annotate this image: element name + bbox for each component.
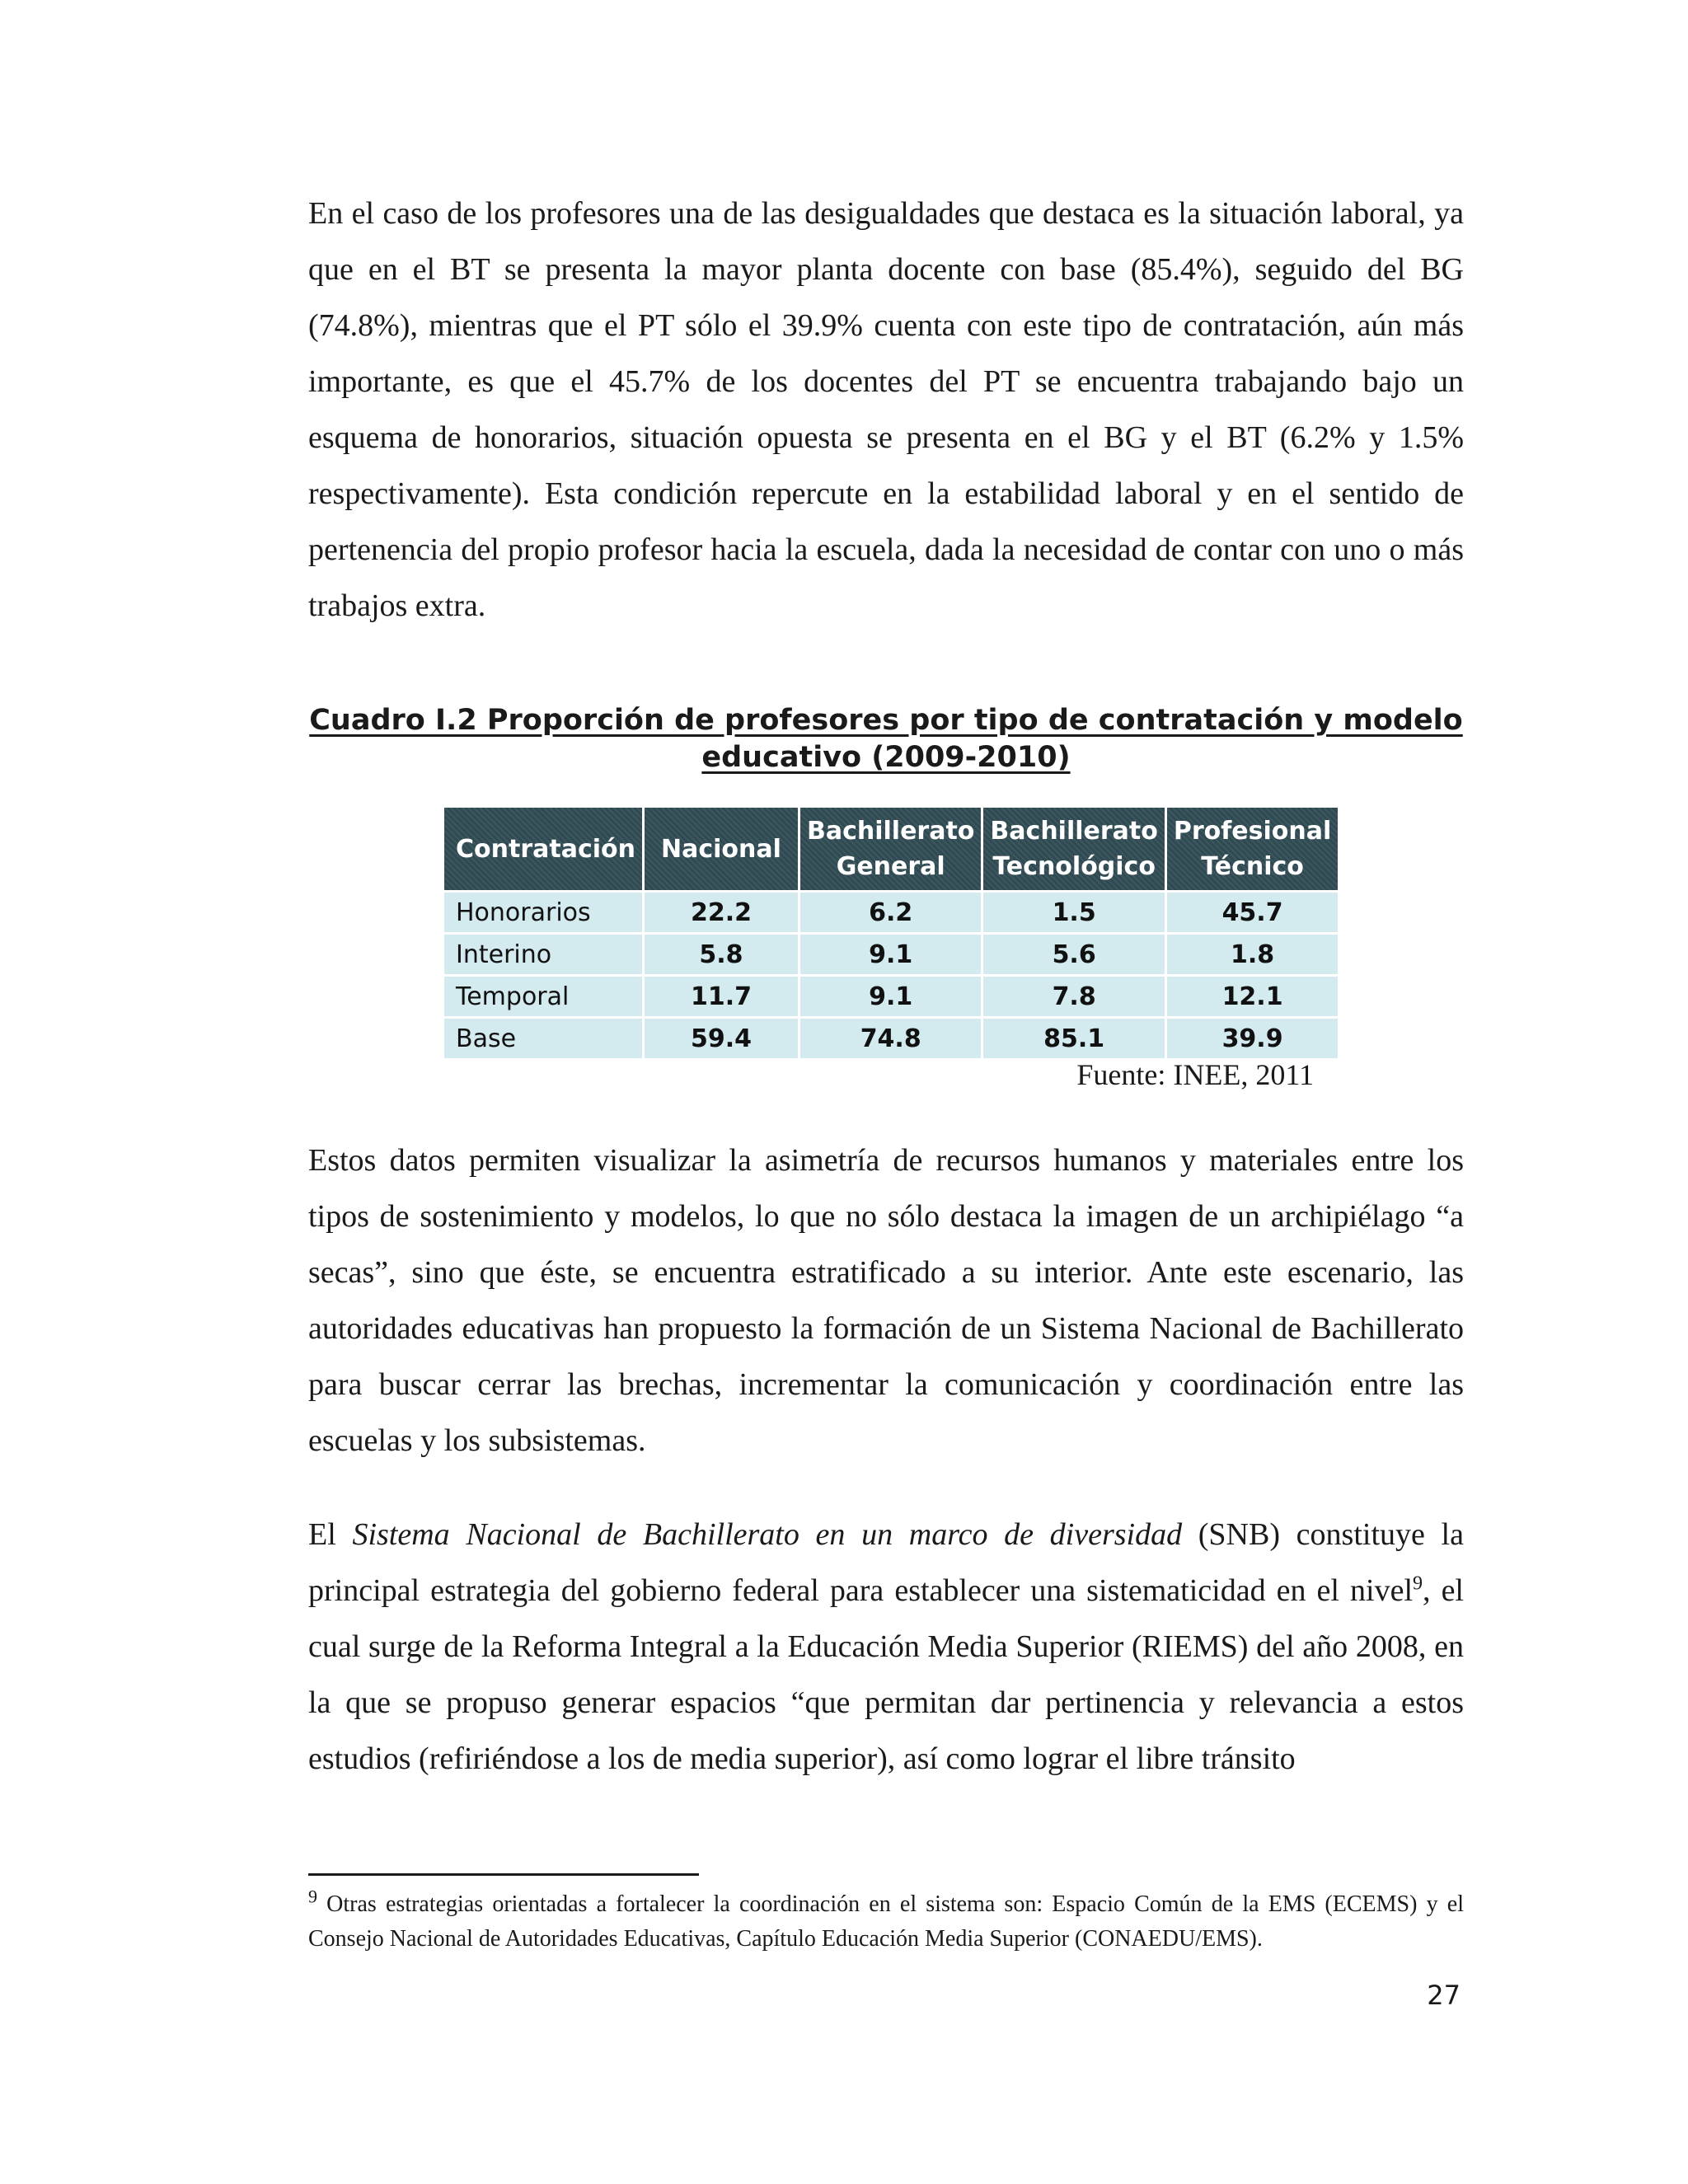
footnote-reference[interactable]: 9 <box>1413 1572 1423 1595</box>
table-cell: 5.8 <box>643 934 799 976</box>
table-row <box>443 934 1339 976</box>
table-cell: 59.4 <box>643 1018 799 1060</box>
table-row <box>443 1018 1339 1060</box>
row-label: Honorarios <box>443 892 644 934</box>
table-cell: 1.5 <box>982 892 1165 934</box>
row-label: Temporal <box>443 976 644 1018</box>
table-cell: 6.2 <box>799 892 982 934</box>
table-cell: 85.1 <box>982 1018 1165 1060</box>
header-contratacion: Contratación <box>443 807 644 892</box>
paragraph-3-middle: (SNB) constituye la principal estrategia del gobierno federal para establecer una sistematicidad en el nivel <box>308 1517 1464 1608</box>
header-bachillerato-general: Bachillerato General <box>799 807 982 892</box>
table-source: Fuente: INEE, 2011 <box>1076 1058 1314 1091</box>
table-cell: 12.1 <box>1165 976 1339 1018</box>
header-profesional-tecnico: Profesional Técnico <box>1165 807 1339 892</box>
footnote-text: Otras estrategias orientadas a fortalecer la coordinación en el sistema son: Espacio Común de la EMS (ECEMS) y el Consejo Nacional de Autoridades Educativas, Capítulo Educación Media Superior (CONAEDU/EMS). <box>308 1891 1464 1952</box>
paragraph-3-italic-title: Sistema Nacional de Bachillerato en un marco de diversidad <box>352 1517 1183 1552</box>
table-row <box>443 892 1339 934</box>
paragraph-3 <box>308 1507 1464 1787</box>
table-cell: 39.9 <box>1165 1018 1339 1060</box>
table-cell: 1.8 <box>1165 934 1339 976</box>
header-nacional: Nacional <box>643 807 799 892</box>
table-cell: 7.8 <box>982 976 1165 1018</box>
contract-table <box>442 805 1340 1061</box>
paragraph-3-tail: , el cual surge de la Reforma Integral a la Educación Media Superior (RIEMS) del año 2008, en la que se propuso generar espacios “que permitan dar pertinencia y relevancia a estos estudios (refiriéndose a los de media superior), así como lograr el libre tránsito <box>308 1573 1464 1776</box>
paragraph-1: En el caso de los profesores una de las desigualdades que destaca es la situación laboral, ya que en el BT se presenta la mayor planta docente con base (85.4%), seguido del BG (74.8%), mientras que el PT sólo el 39.9% cuenta con este tipo de contratación, aún más importante, es que el 45.7% de los docentes del PT se encuentra trabajando bajo un esquema de honorarios, situación opuesta se presenta en el BG y el BT (6.2% y 1.5% respectivamente). Esta condición repercute en la estabilidad laboral y en el sentido de pertenencia del propio profesor hacia la escuela, dada la necesidad de contar con uno o más trabajos extra. <box>308 196 1464 623</box>
table-cell: 9.1 <box>799 934 982 976</box>
paragraph-3-lead: El <box>308 1517 353 1552</box>
table-caption: Cuadro I.2 Proporción de profesores por tipo de contratación y modelo educativo (2009-2010) <box>309 704 1463 774</box>
table-cell: 11.7 <box>643 976 799 1018</box>
footnote <box>308 1887 1464 1957</box>
row-label: Base <box>443 1018 644 1060</box>
table-cell: 74.8 <box>799 1018 982 1060</box>
table-cell: 22.2 <box>643 892 799 934</box>
row-label: Interino <box>443 934 644 976</box>
footnote-number: 9 <box>308 1886 317 1907</box>
table-cell: 5.6 <box>982 934 1165 976</box>
table-header-row <box>443 807 1339 892</box>
table-cell: 9.1 <box>799 976 982 1018</box>
footnote-divider <box>308 1873 699 1876</box>
table-row <box>443 976 1339 1018</box>
page-number: 27 <box>1427 1980 1461 2011</box>
header-bachillerato-tecnologico: Bachillerato Tecnológico <box>982 807 1165 892</box>
table-cell: 45.7 <box>1165 892 1339 934</box>
paragraph-2: Estos datos permiten visualizar la asimetría de recursos humanos y materiales entre los tipos de sostenimiento y modelos, lo que no sólo destaca la imagen de un archipiélago “a secas”, sino que éste, se encuentra estratificado a su interior. Ante este escenario, las autoridades educativas han propuesto la formación de un Sistema Nacional de Bachillerato para buscar cerrar las brechas, incrementar la comunicación y coordinación entre las escuelas y los subsistemas. <box>308 1143 1464 1458</box>
